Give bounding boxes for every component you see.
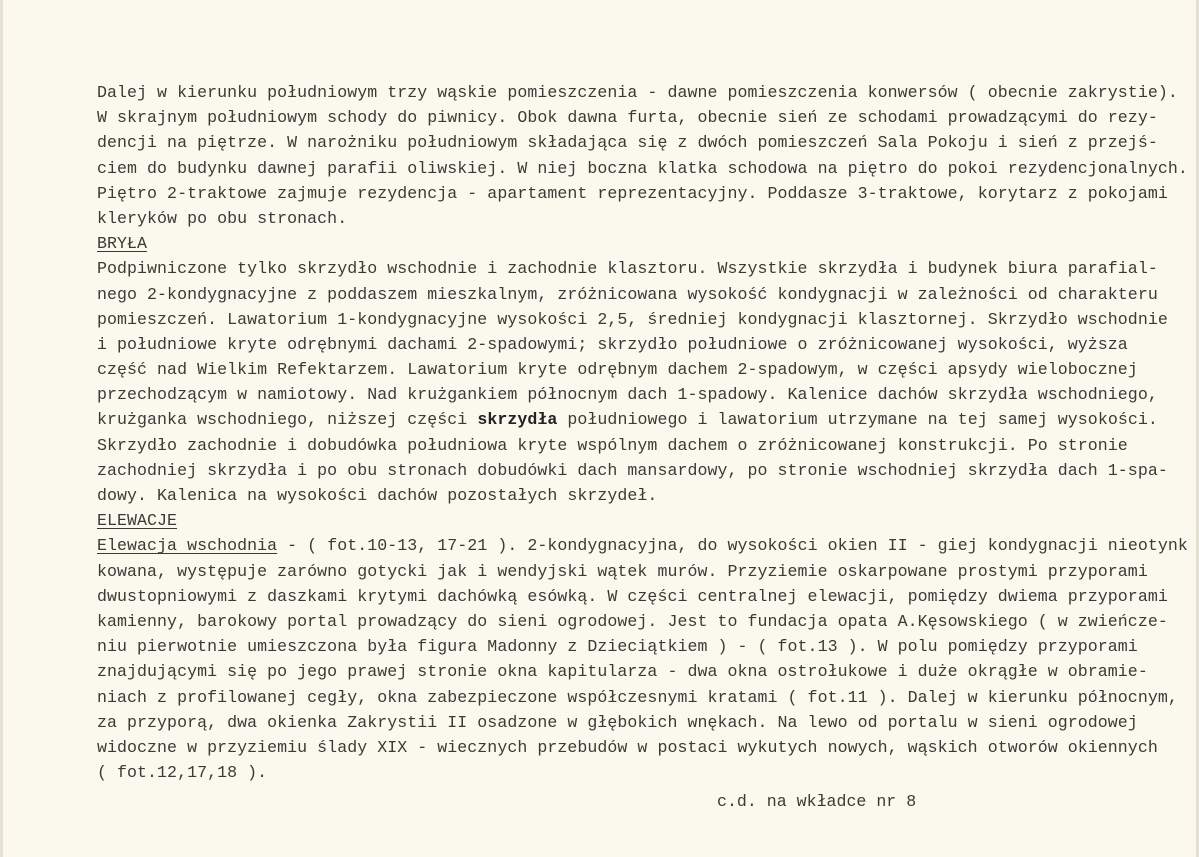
text-line	[97, 407, 1197, 432]
overstruck-word: skrzydła	[477, 410, 558, 430]
text-line: kamienny, barokowy portal prowadzący do sieni ogrodowej. Jest to fundacja opata A.Kęsowskiego ( w zwieńcze-	[97, 611, 1168, 631]
text-line: niu pierwotnie umieszczona była figura Madonny z Dzieciątkiem ) - ( fot.13 ). W polu pomiędzy przyporami	[97, 637, 1138, 657]
text-line: za przyporą, dwa okienka Zakrystii II osadzone w głębokich wnękach. Na lewo od portalu w sieni ogrodowej	[97, 712, 1138, 732]
page-edge-left	[0, 0, 3, 857]
typewritten-page	[97, 80, 1197, 785]
text-line: ( fot.12,17,18 ).	[97, 763, 268, 783]
text-line: kowana, występuje zarówno gotycki jak i wendyjski wątek murów. Przyziemie oskarpowane prostymi przyporami	[97, 561, 1148, 581]
bryla-section	[97, 231, 1197, 508]
section-heading-elewacje: ELEWACJE	[97, 511, 178, 531]
intro-paragraph	[97, 80, 1197, 231]
subheading-elewacja-wschodnia: Elewacja wschodnia	[97, 536, 278, 556]
text-line: Dalej w kierunku południowym trzy wąskie pomieszczenia - dawne pomieszczenia konwersów ( obecnie zakrystie).	[97, 83, 1178, 102]
text-line: znajdującymi się po jego prawej stronie okna kapitularza - dwa okna ostrołukowe i duże okrągłe w obramie-	[97, 662, 1148, 682]
text-line: widoczne w przyziemiu ślady XIX - wiecznych przebudów w postaci wykutych nowych, wąskich otworów okiennych	[97, 737, 1158, 757]
text-line: W skrajnym południowym schody do piwnicy. Obok dawna furta, obecnie sień ze schodami prowadzącymi do rezy-	[97, 108, 1158, 128]
section-heading-bryla: BRYŁA	[97, 234, 148, 254]
text-segment: południowego i lawatorium utrzymane na tej samej wysokości.	[557, 410, 1158, 430]
text-segment: krużganka wschodniego, niższej części	[97, 410, 478, 430]
text-line: część nad Wielkim Refektarzem. Lawatorium kryte odrębnym dachem 2-spadowym, w części apsydy wielobocznej	[97, 360, 1138, 380]
elewacje-section	[97, 508, 1197, 785]
text-line: Piętro 2-traktowe zajmuje rezydencja - apartament reprezentacyjny. Poddasze 3-traktowe, korytarz z pokojami	[97, 183, 1168, 203]
continuation-note: c.d. na wkładce nr 8	[717, 792, 917, 811]
text-line: niach z profilowanej cegły, okna zabezpieczone współczesnymi kratami ( fot.11 ). Dalej w kierunku północnym,	[97, 687, 1178, 707]
text-line: i południowe kryte odrębnymi dachami 2-spadowymi; skrzydło południowe o zróżnicowanej wysokości, wyższa	[97, 334, 1128, 354]
text-line: dwustopniowymi z daszkami krytymi dachówką esówką. W części centralnej elewacji, pomiędzy dwiema przyporami	[97, 586, 1168, 606]
text-line: przechodzącym w namiotowy. Nad krużgankiem północnym dach 1-spadowy. Kalenice dachów skrzydła wschodniego,	[97, 385, 1158, 405]
text-line: Skrzydło zachodnie i dobudówka południowa kryte wspólnym dachem o zróżnicowanej konstrukcji. Po stronie	[97, 435, 1128, 455]
text-segment: - ( fot.10-13, 17-21 ). 2-kondygnacyjna, do wysokości okien II - giej kondygnacji nieotynk	[277, 536, 1188, 556]
text-line: ciem do budynku dawnej parafii oliwskiej. W niej boczna klatka schodowa na piętro do pokoi rezydencjonalnych.	[97, 158, 1188, 178]
text-line: nego 2-kondygnacyjne z poddaszem mieszkalnym, zróżnicowana wysokość kondygnacji w zależności od charakteru	[97, 284, 1158, 304]
text-line: dowy. Kalenica na wysokości dachów pozostałych skrzydeł.	[97, 486, 658, 505]
text-line: kleryków po obu stronach.	[97, 208, 348, 228]
text-line: zachodniej skrzydła i po obu stronach dobudówki dach mansardowy, po stronie wschodniej skrzydła dach 1-spa-	[97, 460, 1168, 480]
text-line	[97, 533, 1197, 558]
text-line: pomieszczeń. Lawatorium 1-kondygnacyjne wysokości 2,5, średniej kondygnacji klasztornej. Skrzydło wschodnie	[97, 309, 1168, 329]
text-line: dencji na piętrze. W narożniku południowym składająca się z dwóch pomieszczeń Sala Pokoju i sień z przejś-	[97, 133, 1158, 153]
text-line: Podpiwniczone tylko skrzydło wschodnie i zachodnie klasztoru. Wszystkie skrzydła i budynek biura parafial-	[97, 259, 1158, 279]
